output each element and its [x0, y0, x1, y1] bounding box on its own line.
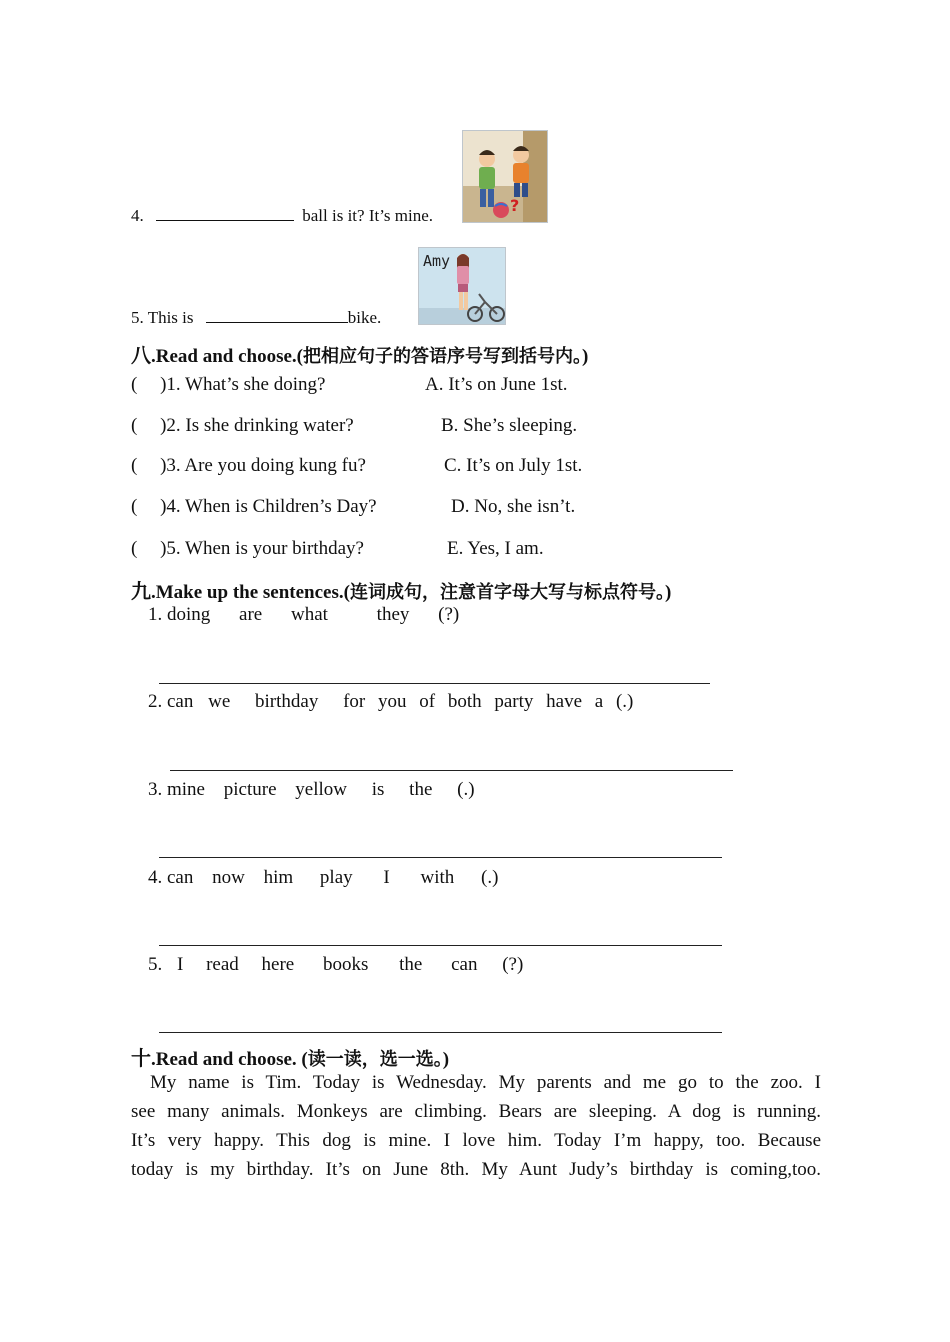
word: a — [594, 691, 604, 712]
section-8-close: ) — [582, 346, 589, 367]
passage-line-3: It’s very happy. This dog is mine. I love him. Today I’m happy, too. Because — [131, 1130, 821, 1151]
svg-text:?: ? — [510, 196, 520, 215]
answer-line-2[interactable] — [170, 770, 733, 771]
word: with — [420, 867, 455, 888]
word: 4. can — [148, 867, 194, 888]
word: birthday — [255, 691, 319, 712]
word: books — [322, 954, 369, 975]
word: the — [409, 779, 433, 800]
section-10-instruction: 读一读，选一选。 — [307, 1049, 443, 1070]
word: both — [447, 691, 482, 712]
word: picture — [223, 779, 277, 800]
answer-option: A. It’s on June 1st. — [425, 374, 568, 395]
word: are — [239, 604, 263, 625]
question-text: )4. When is Children’s Day? — [160, 496, 377, 517]
section-9-close: ) — [664, 582, 672, 603]
word: they — [376, 604, 410, 625]
word: yellow — [295, 779, 347, 800]
answer-line-3[interactable] — [159, 857, 722, 858]
word: 2. can — [148, 691, 194, 712]
section-10-close: ) — [442, 1049, 450, 1070]
question-row — [131, 538, 364, 560]
answer-paren[interactable]: ( — [131, 415, 138, 436]
question-text: )5. When is your birthday? — [160, 538, 364, 559]
item-number: 4. — [131, 206, 144, 225]
answer-blank[interactable] — [206, 321, 348, 323]
answer-option: E. Yes, I am. — [447, 538, 544, 559]
question-row — [131, 374, 325, 396]
answer-line-4[interactable] — [159, 945, 722, 946]
fill-item-4 — [131, 206, 433, 226]
answer-paren[interactable]: ( — [131, 496, 138, 517]
section-9-instruction: 连词成句，注意首字母大写与标点符号。 — [349, 582, 665, 603]
reading-passage — [131, 1068, 821, 1184]
word: 3. mine — [148, 779, 205, 800]
scrambled-sentence-4 — [148, 867, 498, 889]
word: (.) — [457, 779, 475, 800]
word: here — [261, 954, 295, 975]
section-8-number: 八 — [131, 343, 151, 367]
scrambled-sentence-1 — [148, 604, 459, 626]
word: read — [206, 954, 239, 975]
section-9-title: .Make up the sentences.( — [151, 582, 350, 603]
answer-blank[interactable] — [156, 219, 294, 221]
section-10-title: .Read and choose. ( — [151, 1049, 308, 1070]
kids-ball-picture — [462, 130, 548, 223]
scrambled-sentence-2 — [148, 691, 633, 713]
word: play — [319, 867, 353, 888]
section-8-instruction: 把相应句子的答语序号写到括号内。 — [303, 346, 583, 367]
amy-label: Amy — [423, 252, 451, 270]
passage-line-2: see many animals. Monkeys are climbing. Bears are sleeping. A dog is running. — [131, 1101, 821, 1122]
answer-paren[interactable]: ( — [131, 538, 138, 559]
word: have — [546, 691, 583, 712]
question-row — [131, 415, 354, 437]
word: for — [343, 691, 366, 712]
word: you — [378, 691, 407, 712]
question-row — [131, 455, 366, 477]
word: what — [290, 604, 328, 625]
word: (?) — [502, 954, 524, 975]
question-text: )3. Are you doing kung fu? — [160, 455, 366, 476]
answer-paren[interactable]: ( — [131, 374, 138, 395]
question-row — [131, 496, 377, 518]
amy-bike-picture — [418, 247, 506, 325]
answer-option: C. It’s on July 1st. — [444, 455, 583, 476]
word: the — [399, 954, 423, 975]
answer-option: B. She’s sleeping. — [441, 415, 578, 436]
section-8-title: .Read and choose.( — [151, 346, 304, 367]
word: I — [177, 954, 184, 975]
answer-line-1[interactable] — [159, 683, 710, 684]
word: of — [419, 691, 436, 712]
word: (.) — [615, 691, 634, 712]
word: (.) — [481, 867, 499, 888]
scrambled-sentence-5 — [148, 954, 523, 976]
word: now — [212, 867, 245, 888]
answer-line-5[interactable] — [159, 1032, 722, 1033]
section-10-number: 十 — [131, 1046, 151, 1070]
word: 1. doing — [148, 604, 211, 625]
item-text: ball is it? It’s mine. — [302, 206, 434, 225]
item-text: bike. — [347, 308, 382, 327]
section-8-header — [131, 339, 588, 368]
word: him — [263, 867, 294, 888]
section-9-header — [131, 575, 671, 604]
passage-line-4: today is my birthday. It’s on June 8th. My Aunt Judy’s birthday is coming,too. — [131, 1159, 821, 1180]
answer-option: D. No, she isn’t. — [451, 496, 576, 517]
kids-illustration — [463, 131, 547, 222]
answer-paren[interactable]: ( — [131, 455, 138, 476]
section-9-number: 九 — [131, 579, 151, 603]
scrambled-sentence-3 — [148, 779, 475, 801]
word: 5. — [148, 954, 163, 975]
item-number: 5. This is — [131, 308, 194, 327]
fill-item-5 — [131, 308, 381, 328]
section-10-header — [131, 1042, 449, 1071]
question-text: )2. Is she drinking water? — [160, 415, 354, 436]
word: I — [383, 867, 390, 888]
question-text: )1. What’s she doing? — [160, 374, 326, 395]
passage-line-1: My name is Tim. Today is Wednesday. My parents and me go to the zoo. I — [150, 1072, 821, 1093]
word: can — [451, 954, 478, 975]
word: we — [208, 691, 231, 712]
word: (?) — [438, 604, 460, 625]
word: party — [494, 691, 534, 712]
word: is — [371, 779, 385, 800]
